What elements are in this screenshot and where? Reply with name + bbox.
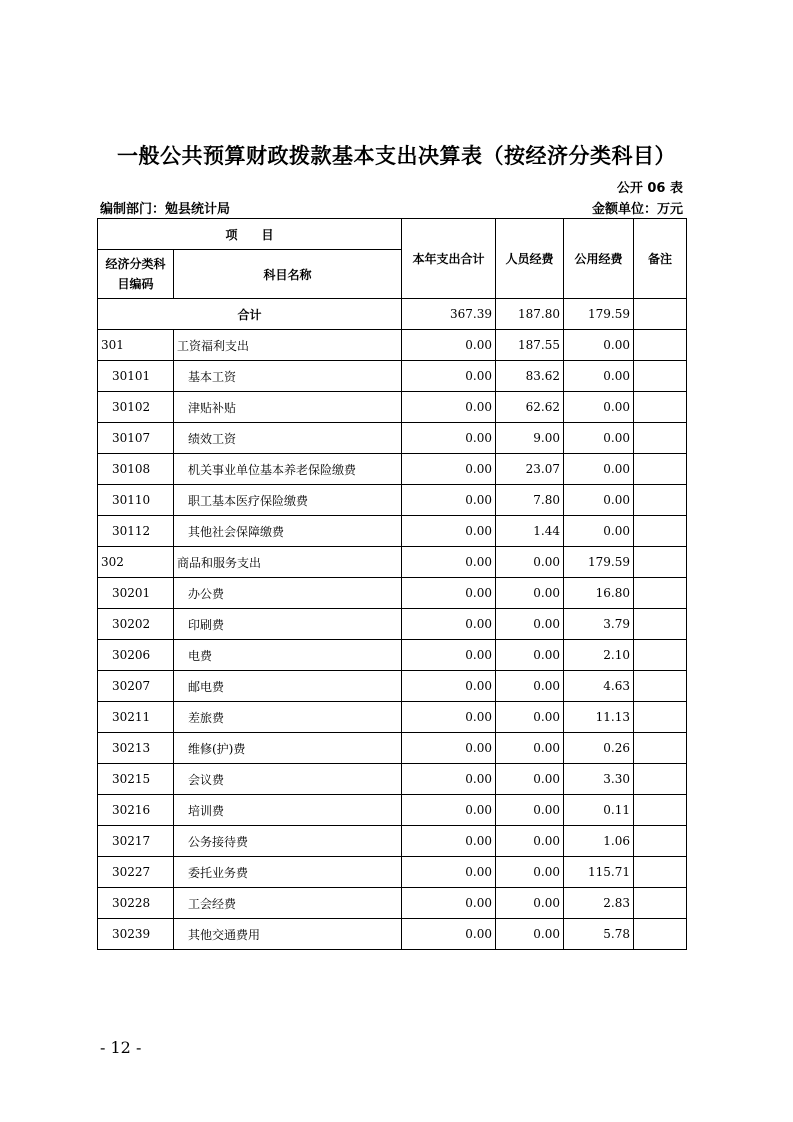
row-total: 0.00 [402,857,496,888]
table-body [98,219,687,950]
row-total: 0.00 [402,888,496,919]
header-item: 项 目 [98,219,402,250]
row-code: 30107 [98,423,174,454]
row-total: 0.00 [402,392,496,423]
table-row [98,454,687,485]
row-remark [634,671,687,702]
row-remark [634,919,687,950]
table-row [98,919,687,950]
header-name: 科目名称 [174,250,402,299]
row-name: 职工基本医疗保险缴费 [174,485,402,516]
row-public: 0.00 [564,392,634,423]
row-name: 其他社会保障缴费 [174,516,402,547]
row-remark [634,795,687,826]
row-name: 差旅费 [174,702,402,733]
row-personnel: 187.55 [496,330,564,361]
row-public: 1.06 [564,826,634,857]
row-name: 委托业务费 [174,857,402,888]
row-code: 30110 [98,485,174,516]
row-personnel: 1.44 [496,516,564,547]
row-public: 11.13 [564,702,634,733]
row-code: 301 [98,330,174,361]
row-name: 商品和服务支出 [174,547,402,578]
row-public: 0.00 [564,454,634,485]
row-total: 0.00 [402,671,496,702]
row-name: 机关事业单位基本养老保险缴费 [174,454,402,485]
header-code: 经济分类科目编码 [98,250,174,299]
row-remark [634,733,687,764]
row-name: 维修(护)费 [174,733,402,764]
row-name: 绩效工资 [174,423,402,454]
row-public: 115.71 [564,857,634,888]
row-personnel: 0.00 [496,919,564,950]
row-code: 30215 [98,764,174,795]
row-name: 办公费 [174,578,402,609]
row-public: 5.78 [564,919,634,950]
row-code: 30102 [98,392,174,423]
table-row [98,361,687,392]
row-public: 3.30 [564,764,634,795]
row-code: 30217 [98,826,174,857]
table-row [98,857,687,888]
row-personnel: 0.00 [496,857,564,888]
row-total: 0.00 [402,330,496,361]
row-public: 0.00 [564,485,634,516]
row-personnel: 7.80 [496,485,564,516]
page-number: - 12 - [100,1038,142,1057]
row-name: 电费 [174,640,402,671]
row-total: 0.00 [402,733,496,764]
row-total: 0.00 [402,702,496,733]
unit-label: 金额单位：万元 [591,202,683,217]
row-personnel: 0.00 [496,888,564,919]
row-personnel: 0.00 [496,764,564,795]
row-personnel: 0.00 [496,547,564,578]
table-row [98,609,687,640]
total-label: 合计 [98,299,402,330]
table-row [98,392,687,423]
row-public: 0.11 [564,795,634,826]
row-public: 16.80 [564,578,634,609]
row-name: 津贴补贴 [174,392,402,423]
row-code: 30101 [98,361,174,392]
row-name: 工会经费 [174,888,402,919]
row-remark [634,578,687,609]
table-code: 公开 06 表 [616,181,683,196]
row-remark [634,516,687,547]
total-row [98,299,687,330]
row-personnel: 0.00 [496,795,564,826]
row-code: 30202 [98,609,174,640]
row-public: 0.00 [564,361,634,392]
row-code: 30239 [98,919,174,950]
row-remark [634,392,687,423]
header-public: 公用经费 [564,219,634,299]
total-amount: 367.39 [402,299,496,330]
row-public: 3.79 [564,609,634,640]
table-row [98,888,687,919]
row-code: 30213 [98,733,174,764]
row-total: 0.00 [402,454,496,485]
row-public: 4.63 [564,671,634,702]
row-name: 邮电费 [174,671,402,702]
row-code: 30207 [98,671,174,702]
row-name: 培训费 [174,795,402,826]
row-public: 2.83 [564,888,634,919]
table-row [98,795,687,826]
table-row [98,547,687,578]
row-personnel: 0.00 [496,578,564,609]
table-row [98,516,687,547]
total-personnel: 187.80 [496,299,564,330]
row-personnel: 0.00 [496,702,564,733]
header-total: 本年支出合计 [402,219,496,299]
row-public: 0.26 [564,733,634,764]
header-row-1 [98,219,687,250]
row-code: 30201 [98,578,174,609]
row-code: 30227 [98,857,174,888]
department-label: 编制部门：勉县统计局 [100,202,231,217]
table-row [98,671,687,702]
row-name: 会议费 [174,764,402,795]
row-total: 0.00 [402,578,496,609]
table-row [98,578,687,609]
total-remark [634,299,687,330]
row-remark [634,547,687,578]
row-total: 0.00 [402,764,496,795]
row-remark [634,330,687,361]
row-total: 0.00 [402,423,496,454]
page-title: 一般公共预算财政拨款基本支出决算表（按经济分类科目） [117,144,676,168]
total-public: 179.59 [564,299,634,330]
header-remark: 备注 [634,219,687,299]
row-code: 30211 [98,702,174,733]
row-total: 0.00 [402,516,496,547]
row-code: 302 [98,547,174,578]
row-remark [634,485,687,516]
row-name: 基本工资 [174,361,402,392]
row-personnel: 83.62 [496,361,564,392]
row-remark [634,423,687,454]
row-total: 0.00 [402,919,496,950]
row-total: 0.00 [402,361,496,392]
row-total: 0.00 [402,485,496,516]
row-remark [634,826,687,857]
row-personnel: 0.00 [496,609,564,640]
row-code: 30206 [98,640,174,671]
row-total: 0.00 [402,795,496,826]
row-code: 30112 [98,516,174,547]
header-personnel: 人员经费 [496,219,564,299]
row-personnel: 0.00 [496,671,564,702]
table-row [98,330,687,361]
row-code: 30108 [98,454,174,485]
row-remark [634,888,687,919]
row-remark [634,764,687,795]
row-public: 179.59 [564,547,634,578]
row-remark [634,857,687,888]
budget-table [97,218,687,950]
row-total: 0.00 [402,826,496,857]
table-row [98,764,687,795]
table-row [98,640,687,671]
table-row [98,702,687,733]
row-remark [634,640,687,671]
table-row [98,423,687,454]
row-name: 印刷费 [174,609,402,640]
table-row [98,733,687,764]
row-remark [634,454,687,485]
row-name: 工资福利支出 [174,330,402,361]
row-public: 0.00 [564,423,634,454]
row-personnel: 0.00 [496,640,564,671]
row-personnel: 23.07 [496,454,564,485]
row-public: 2.10 [564,640,634,671]
row-personnel: 9.00 [496,423,564,454]
row-name: 其他交通费用 [174,919,402,950]
row-personnel: 62.62 [496,392,564,423]
row-public: 0.00 [564,330,634,361]
row-total: 0.00 [402,640,496,671]
row-remark [634,702,687,733]
row-remark [634,361,687,392]
table-row [98,826,687,857]
row-personnel: 0.00 [496,733,564,764]
row-personnel: 0.00 [496,826,564,857]
row-public: 0.00 [564,516,634,547]
row-code: 30216 [98,795,174,826]
row-code: 30228 [98,888,174,919]
row-remark [634,609,687,640]
table-row [98,485,687,516]
row-total: 0.00 [402,609,496,640]
row-total: 0.00 [402,547,496,578]
row-name: 公务接待费 [174,826,402,857]
